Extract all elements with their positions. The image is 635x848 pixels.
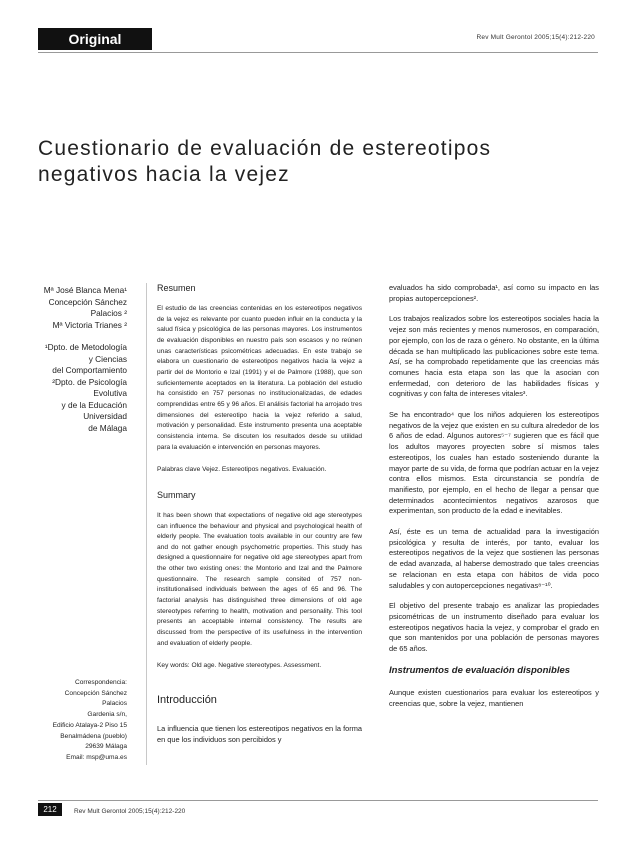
abstract-column: [157, 283, 362, 755]
correspondence-line: Correspondencia:: [74, 679, 127, 686]
author-name: Mª Victoria Trianes ²: [52, 319, 127, 330]
affiliation-line: de Málaga: [88, 422, 127, 433]
summary-heading: Summary: [157, 489, 196, 500]
author-list: [20, 285, 127, 331]
subsection-heading: Instrumentos de evaluación disponibles: [389, 664, 571, 676]
summary-keywords: Key words: Old age. Negative stereotypes. Assessment.: [157, 662, 322, 670]
body-paragraph: Aunque existen cuestionarios para evaluar los estereotipos y creencias que, sobre la vejez, mantienen: [389, 687, 599, 708]
affiliation-line: ¹Dpto. de Metodología: [44, 342, 127, 352]
footer-citation: Rev Mult Gerontol 2005;15(4):212-220: [74, 808, 186, 815]
running-head: Rev Mult Gerontol 2005;15(4):212-220: [476, 34, 595, 41]
author-name: Palacios ²: [90, 308, 127, 318]
correspondence-line: Gardenia s/n,: [87, 711, 127, 719]
affiliation-line: Evolutiva: [93, 388, 127, 398]
column-divider: [146, 283, 147, 765]
body-paragraph: Los trabajos realizados sobre los estereotipos sociales hacia la vejez son más recientes y menos numerosos, en comparación, por ejemplo, con los de raza o género. No obstante, en la última década se han multiplicado las publicaciones sobre este tema. Así, se ha comprobado repetidamente que las creencias más comunes hacia esta etapa son las que la asocian con enfermedad, con deterioro de las habilidades físicas y cognitivas y con falta de intereses vitales³.: [389, 314, 599, 399]
affiliation-line: ²Dpto. de Psicología: [52, 376, 127, 387]
correspondence-line: Concepción Sánchez: [64, 689, 127, 697]
body-paragraph: El objetivo del presente trabajo es analizar las propiedades psicométricas de un instrumento diseñado para evaluar los estereotipos negativos hacia la vejez, y comprobar el grado en que son mantenidos por una población de personas mayores de 65 años.: [389, 601, 599, 654]
affiliation-line: y Ciencias: [88, 353, 127, 364]
correspondence-line: 29639 Málaga: [85, 743, 127, 751]
correspondence-block: [20, 678, 127, 764]
resumen-text: El estudio de las creencias contenidas en los estereotipos negativos de la vejez es relevante por cuanto pueden influir en la conducta y la salud física y psicológica de las personas mayores. Los instrumentos de evaluación disponibles en nuestro país son escasos y no reúnen unas características psicométricas adecuadas. En este trabajo se elabora un cuestionario de estereotipos negativos hacia la vejez a partir del de Montorio e Izal (1991) y el de Palmore (1988), que son suficientemente aceptados en la literatura. La población del estudio ha consistido en 757 personas no institucionalizadas, de edades comprendidas entre 65 y 96 años. El análisis factorial ha arrojado tres dimensiones del estereotipo hacia la vejez referido a salud, motivación y personalidad. Este instrumento presenta una aceptable consistencia interna. Se discuten los resultados desde su utilidad para la evaluación e intervención en personas mayores.: [157, 305, 362, 451]
affiliation-line: del Comportamiento: [52, 365, 127, 375]
body-paragraph: Así, éste es un tema de actualidad para la investigación psicológica y resulta de interés, por tanto, evaluar los estereotipos negativos de la vejez que sostienen las personas de edad avanzada, al haberse demostrado que tales creencias se relacionan en esta etapa con hábitos de vida poco saludables y con autopercepciones negativas⁸⁻¹⁰.: [389, 527, 599, 590]
intro-paragraph: La influencia que tienen los estereotipos negativos en la forma en que los individuos son percibidos y: [157, 724, 362, 744]
author-name: Concepción Sánchez: [48, 296, 127, 307]
author-name: Mª José Blanca Mena¹: [43, 285, 127, 295]
summary-text: It has been shown that expectations of negative old age stereotypes can influence the behaviour and physical and psychological health of elderly people. The evaluation tools available in our country are few and do not gather enough psychometric properties. This study has designed a questionnaire for negative old age stereotypes apart from the other two existing ones: the Montorio and Izal and the Palmore questionnaire. The research sample consited of 757 non-institutionalised individuals between the ages of 65 and 96. The factorial analysis has distinguished three dimensions of old age stereotypes referring to health, motivation and personality. This tool presents an acceptable internal consistency. The results are discussed from the perspective of its usefulness in the intervention and evaluation of elderly people.: [157, 511, 362, 647]
correspondence-line: Palacios: [102, 700, 127, 708]
body-paragraph: evaluados ha sido comprobada¹, así como su impacto en las propias autopercepciones².: [389, 283, 599, 303]
intro-heading: Introducción: [157, 694, 217, 707]
resumen-keywords: Palabras clave Vejez. Estereotipos negativos. Evaluación.: [157, 466, 327, 474]
section-tag: Original: [38, 28, 152, 50]
article-title: Cuestionario de evaluación de estereotipos negativos hacia la vejez: [38, 137, 492, 187]
correspondence-line: Edificio Atalaya-2 Piso 15: [52, 721, 127, 729]
affiliation-line: y de la Educación: [61, 399, 127, 410]
correspondence-line: Benalmádena (pueblo): [60, 732, 127, 740]
affiliation-list: [20, 342, 127, 434]
resumen-heading: Resumen: [157, 283, 196, 293]
body-column: [389, 283, 599, 719]
affiliation-line: Universidad: [83, 411, 127, 421]
top-rule: [38, 52, 598, 53]
body-paragraph: Se ha encontrado⁴ que los niños adquieren los estereotipos negativos de la vejez que existen en su cultura alrededor de los 6 años de edad. Algunos autores⁵⁻⁷ sugieren que es fácil que los adultos mayores proyecten sobre sí mismos tales estereotipos, los cuales han estado sosteniendo durante la mayor parte de su vida, de forma que podrían actuar en la vejez contra ellos mismos. Esta circunstancia se pondría de manifiesto, por ejemplo, en el hecho de llegar a pensar que determinados acontecimientos negativos azarosos que experimentan, son producto de la edad e inevitables.: [389, 410, 599, 516]
correspondence-email[interactable]: Email: msp@uma.es: [66, 753, 127, 761]
bottom-rule: [38, 800, 598, 801]
page-number: 212: [38, 803, 62, 816]
